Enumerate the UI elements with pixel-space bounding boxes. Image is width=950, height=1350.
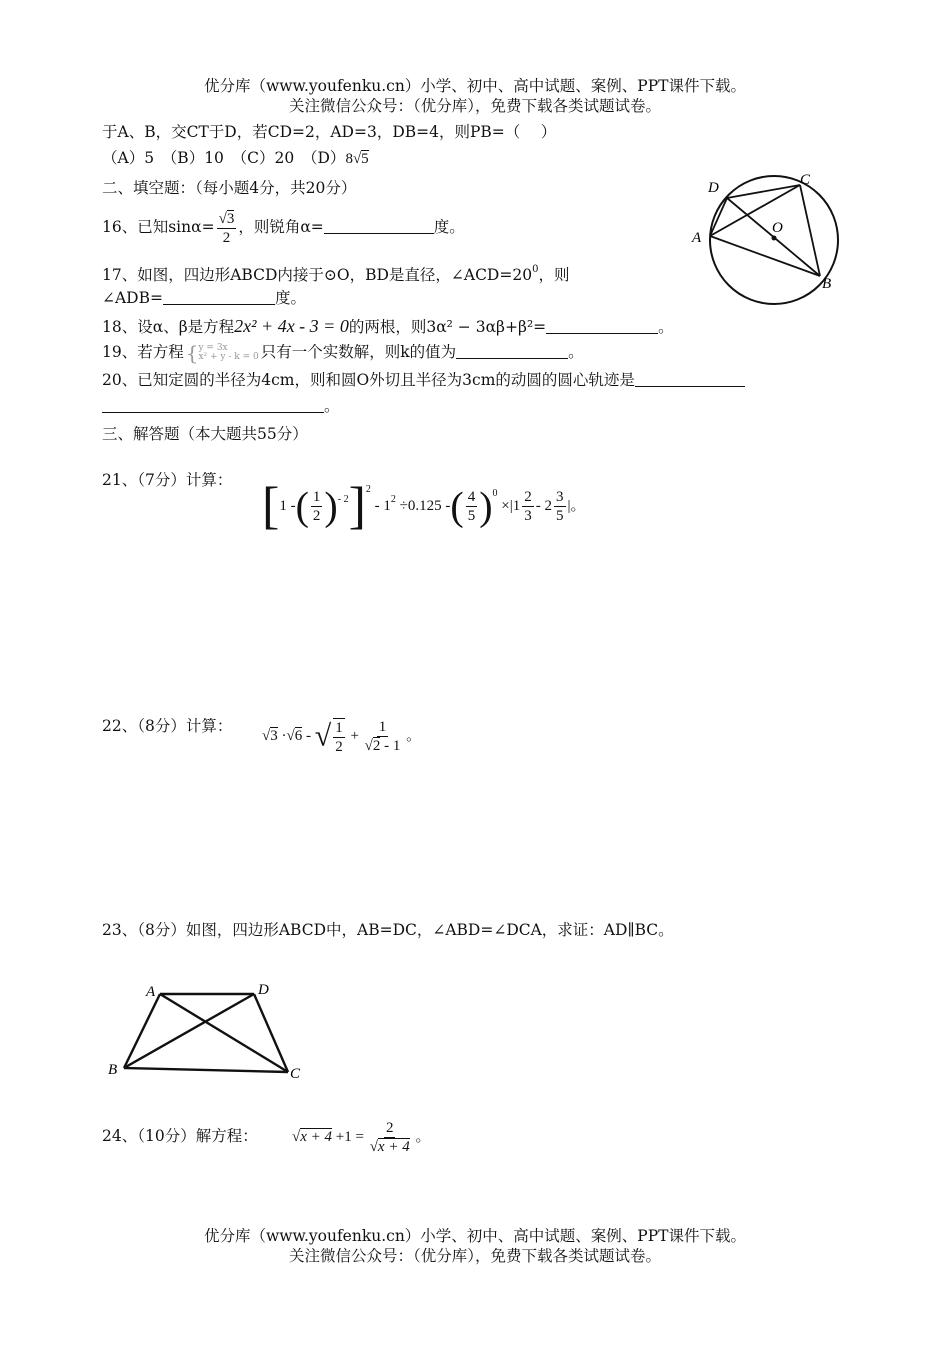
q16-fraction: $\frac{√3}{2}$ (218, 210, 235, 246)
q22-label: 22、（8分）计算： (102, 717, 233, 735)
q17-answer-blank[interactable] (163, 288, 275, 305)
label-d: D (708, 180, 719, 196)
q15-options-text: （A）5 （B）10 （C）20 （D） (102, 149, 346, 167)
q18-answer-blank[interactable] (546, 317, 658, 334)
q18-equation: 2x² + 4x - 3 = 0 (234, 316, 349, 336)
q19-answer-blank[interactable] (456, 342, 568, 359)
circle-figure (690, 170, 850, 310)
q16: 16、已知sinα= $\frac{√3}{2}$ ，则锐角α= 度。 (102, 210, 465, 246)
q15-continuation: 于A、B，交CT于D，若CD=2，AD=3，DB=4，则PB=（ ） (102, 123, 557, 141)
label-a: A (692, 230, 702, 246)
trap-label-c: C (290, 1066, 301, 1082)
trap-label-a: A (146, 984, 156, 1000)
label-c: C (800, 172, 811, 188)
q20-answer-blank-2[interactable] (102, 396, 324, 413)
q17-line-2: ∠ADB= 度。 (102, 289, 307, 307)
header-line-1: 优分库（www.youfenku.cn）小学、初中、高中试题、案例、PPT课件下载。 (203, 77, 747, 95)
q20-answer-blank-1[interactable] (635, 370, 745, 387)
q22-expression: √3 ·√6 - √ $\frac{1}{2}$ + $\frac{1}{√2 - 1}$ 。 (262, 719, 422, 755)
trap-label-d: D (258, 982, 269, 998)
q17-line-1: 17、如图，四边形ABCD内接于⊙O，BD是直径，$\angle ACD=20^0$，则 (102, 264, 570, 284)
q24-label: 24、（10分）解方程： (102, 1127, 258, 1145)
center-point (772, 236, 777, 241)
q16-answer-blank[interactable] (324, 217, 434, 234)
q24-equation: √x + 4 +1 = $\frac{2}{√x + 4}$ 。 (292, 1120, 431, 1156)
footer-line-2: 关注微信公众号：（优分库），免费下载各类试题试卷。 (288, 1247, 661, 1265)
header-line-2: 关注微信公众号：（优分库），免费下载各类试题试卷。 (288, 97, 661, 115)
q15-options (102, 148, 369, 169)
q23-text: 23、（8分）如图，四边形ABCD中，AB=DC，∠ABD=∠DCA，求证：AD∥BC。 (102, 921, 674, 939)
trapezoid-figure (104, 980, 314, 1085)
label-b: B (822, 276, 832, 292)
q21-label: 21、（7分）计算： (102, 471, 233, 489)
section-2-title: 二、填空题：（每小题4分，共20分） (102, 179, 357, 197)
q20-line-1: 20、已知定圆的半径为4cm，则和圆O外切且半径为3cm的动圆的圆心轨迹是 (102, 370, 745, 390)
q19-system: { y = 3x x² + y - k = 0 (185, 341, 259, 365)
section-3-title: 三、解答题（本大题共55分） (102, 425, 308, 443)
q15-option-d: 8√5 (345, 151, 369, 167)
q20-line-2: 。 (102, 396, 340, 416)
trap-label-b: B (108, 1062, 118, 1078)
q19: 19、若方程 { y = 3x x² + y - k = 0 只有一个实数解，则k的值为 。 (102, 341, 584, 365)
q18: 18、设α、β是方程2x² + 4x - 3 = 0的两根，则3α² − 3αβ+β²= 。 (102, 316, 674, 336)
q21-expression: [1 -( $\frac{1}{2}$ )$^{- 2}]^2 - 1^2 \div 0.125$ -( $\frac{4}{5}$ )$^0$ ×|1 $\frac{2}{3}$ - 2 $\frac{3}{5}$ |。 (262, 477, 586, 535)
footer-line-1: 优分库（www.youfenku.cn）小学、初中、高中试题、案例、PPT课件下载。 (203, 1227, 747, 1245)
label-o: O (772, 220, 783, 236)
